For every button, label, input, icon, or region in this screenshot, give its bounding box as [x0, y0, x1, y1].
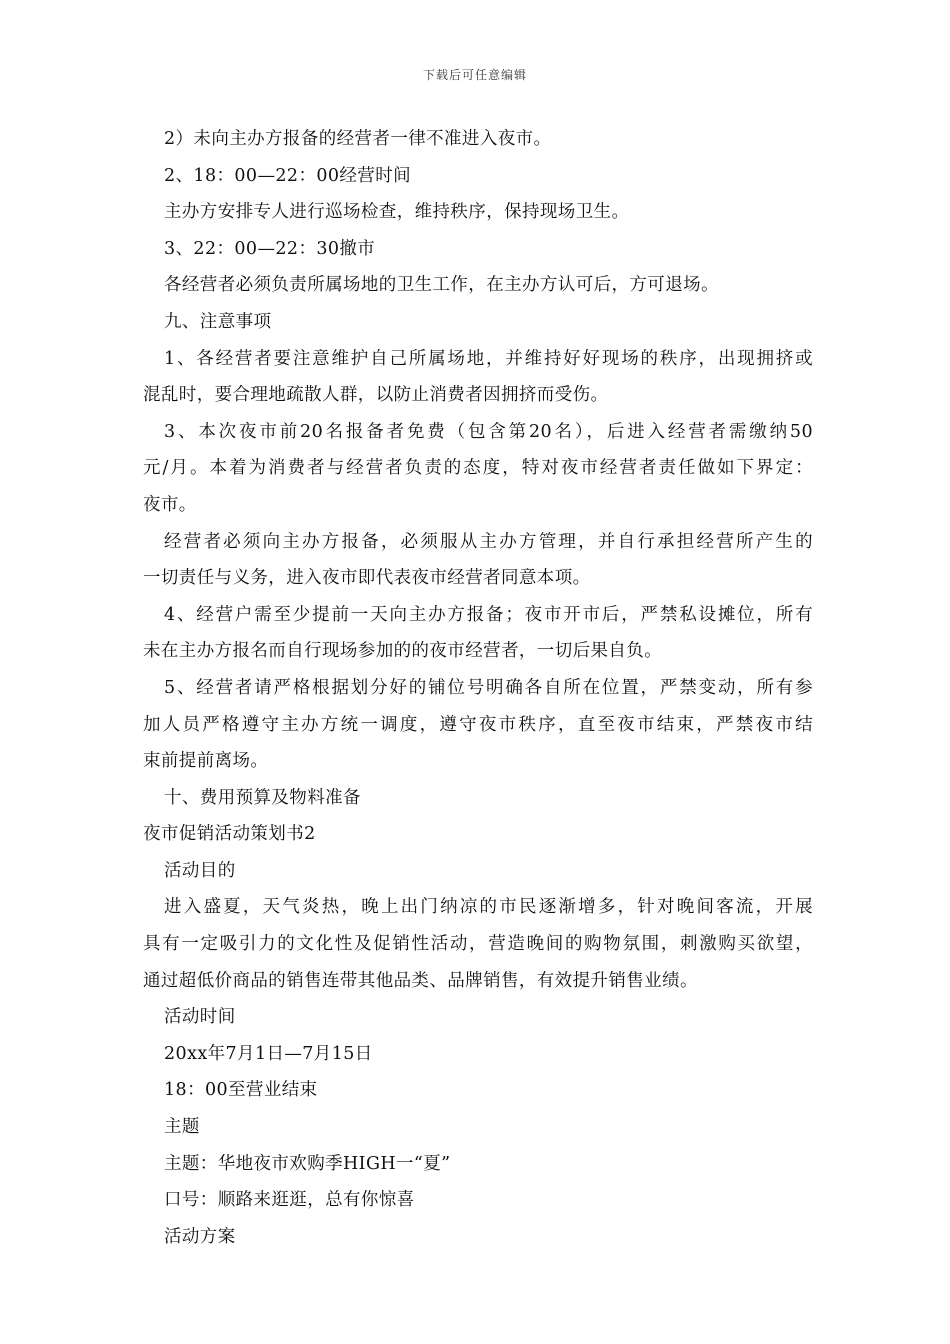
- document-body: [143, 121, 813, 1255]
- paragraph-line: 主办方安排专人进行巡场检查，维持秩序，保持现场卫生。: [164, 202, 630, 223]
- paragraph-line: 主题：华地夜市欢购季HIGH一“夏”: [164, 1153, 451, 1174]
- paragraph-line: 未在主办方报名而自行现场参加的的夜市经营者，一切后果自负。: [143, 641, 663, 662]
- page-header: 下载后可任意编辑: [422, 68, 527, 82]
- section-heading: 活动目的: [164, 860, 236, 881]
- paragraph-line: 通过超低价商品的销售连带其他品类、品牌销售，有效提升销售业绩。: [143, 970, 698, 991]
- section-heading: 九、注意事项: [164, 311, 272, 332]
- paragraph-line: 3、22：00—22：30撤市: [164, 238, 376, 259]
- document-title: 夜市促销活动策划书2: [143, 824, 316, 845]
- section-heading: 十、费用预算及物料准备: [164, 787, 361, 808]
- paragraph-line: 5、经营者请严格根据划分好的铺位号明确各自所在位置，严禁变动，所有参: [164, 677, 813, 698]
- paragraph-line: 夜市。: [143, 494, 197, 515]
- paragraph-line: 束前提前离场。: [143, 751, 269, 772]
- paragraph-line: 18：00至营业结束: [164, 1080, 318, 1101]
- paragraph-line: 混乱时，要合理地疏散人群，以防止消费者因拥挤而受伤。: [143, 385, 609, 406]
- paragraph-line: 具有一定吸引力的文化性及促销性活动，营造晚间的购物氛围，刺激购买欲望，: [143, 934, 813, 955]
- paragraph-line: 各经营者必须负责所属场地的卫生工作，在主办方认可后，方可退场。: [164, 275, 719, 296]
- section-heading: 活动方案: [164, 1226, 236, 1247]
- paragraph-line: 口号：顺路来逛逛，总有你惊喜: [164, 1190, 415, 1211]
- paragraph-line: 2）未向主办方报备的经营者一律不准进入夜市。: [164, 129, 552, 149]
- paragraph-line: 经营者必须向主办方报备，必须服从主办方管理，并自行承担经营所产生的: [164, 531, 813, 552]
- paragraph-line: 2、18：00—22：00经营时间: [164, 165, 412, 186]
- section-heading: 活动时间: [164, 1007, 236, 1028]
- paragraph-line: 3、本次夜市前20名报备者免费（包含第20名），后进入经营者需缴纳50: [164, 421, 813, 442]
- paragraph-line: 20xx年7月1日—7月15日: [164, 1043, 373, 1064]
- paragraph-line: 4、经营户需至少提前一天向主办方报备；夜市开市后，严禁私设摊位，所有: [164, 604, 813, 625]
- paragraph-line: 一切责任与义务，进入夜市即代表夜市经营者同意本项。: [143, 568, 591, 589]
- paragraph-line: 1、各经营者要注意维护自己所属场地，并维持好好现场的秩序，出现拥挤或: [164, 348, 813, 369]
- paragraph-line: 加人员严格遵守主办方统一调度，遵守夜市秩序，直至夜市结束，严禁夜市结: [143, 714, 813, 735]
- section-heading: 主题: [164, 1117, 200, 1138]
- paragraph-line: 进入盛夏，天气炎热，晚上出门纳凉的市民逐渐增多，针对晚间客流，开展: [164, 897, 813, 918]
- paragraph-line: 元/月。本着为消费者与经营者负责的态度，特对夜市经营者责任做如下界定：: [143, 458, 813, 479]
